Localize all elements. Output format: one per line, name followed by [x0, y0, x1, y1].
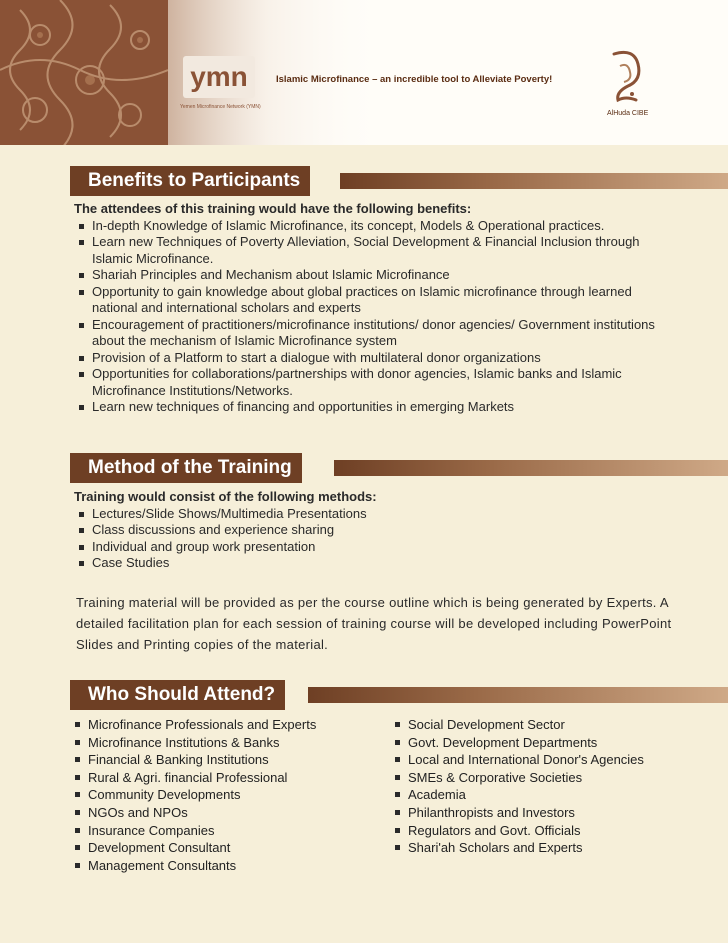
attend-section-header [70, 680, 728, 710]
benefits-lead: The attendees of this training would have the following benefits: [74, 201, 472, 216]
list-item: Community Developments [70, 786, 380, 804]
attend-title: Who Should Attend? [70, 680, 285, 710]
list-item: Case Studies [74, 555, 674, 572]
ymn-logo-text: ymn [190, 61, 248, 92]
ymn-subtitle: Yemen Microfinance Network (YMN) [180, 104, 261, 110]
alhuda-label: AlHuda CIBE [607, 110, 649, 117]
list-item: Academia [390, 786, 720, 804]
list-item: Provision of a Platform to start a dialogue with multilateral donor organizations [74, 350, 674, 367]
list-item: Financial & Banking Institutions [70, 751, 380, 769]
method-list [74, 506, 674, 572]
list-item: Class discussions and experience sharing [74, 522, 674, 539]
list-item: Learn new Techniques of Poverty Alleviation, Social Development & Financial Inclusion through Islamic Microfinance. [74, 234, 674, 267]
floral-ornament [0, 0, 168, 145]
list-item: Regulators and Govt. Officials [390, 822, 720, 840]
section-fade [340, 173, 728, 189]
list-item: NGOs and NPOs [70, 804, 380, 822]
list-item: Learn new techniques of financing and opportunities in emerging Markets [74, 399, 674, 416]
method-title: Method of the Training [70, 453, 302, 483]
list-item: Encouragement of practitioners/microfinance institutions/ donor agencies/ Government institutions about the mechanism of Islamic Microfinance system [74, 317, 674, 350]
benefits-list [74, 218, 674, 416]
alhuda-logo-icon [606, 48, 644, 104]
benefits-content [74, 201, 674, 416]
method-section-header [70, 453, 728, 483]
list-item: Insurance Companies [70, 822, 380, 840]
list-item: Shariah Principles and Mechanism about Islamic Microfinance [74, 267, 674, 284]
list-item: In-depth Knowledge of Islamic Microfinance, its concept, Models & Operational practices. [74, 218, 674, 235]
list-item: Management Consultants [70, 857, 380, 875]
attend-list-left [70, 716, 380, 874]
list-item: Philanthropists and Investors [390, 804, 720, 822]
list-item: SMEs & Corporative Societies [390, 769, 720, 787]
list-item: Rural & Agri. financial Professional [70, 769, 380, 787]
list-item: Development Consultant [70, 839, 380, 857]
list-item: Govt. Development Departments [390, 734, 720, 752]
section-fade [308, 687, 728, 703]
list-item: Individual and group work presentation [74, 539, 674, 556]
page-header [0, 0, 728, 145]
list-item: Microfinance Professionals and Experts [70, 716, 380, 734]
list-item: Local and International Donor's Agencies [390, 751, 720, 769]
benefits-title: Benefits to Participants [70, 166, 310, 196]
list-item: Social Development Sector [390, 716, 720, 734]
section-fade [334, 460, 728, 476]
list-item: Lectures/Slide Shows/Multimedia Presentations [74, 506, 674, 523]
list-item: Shari'ah Scholars and Experts [390, 839, 720, 857]
benefits-section-header [70, 166, 728, 196]
ymn-logo-icon [183, 56, 255, 98]
method-lead: Training would consist of the following methods: [74, 489, 377, 504]
list-item: Opportunity to gain knowledge about global practices on Islamic microfinance through learned national and international scholars and experts [74, 284, 674, 317]
method-paragraph: Training material will be provided as per the course outline which is being generated by Experts. A detailed facilitation plan for each session of training course will be developed including PowerPoint Slides and Printing copies of the material. [76, 595, 672, 652]
list-item: Microfinance Institutions & Banks [70, 734, 380, 752]
list-item: Opportunities for collaborations/partnerships with donor agencies, Islamic banks and Islamic Microfinance Institutions/Networks. [74, 366, 674, 399]
attend-list-right [390, 716, 720, 857]
header-tagline: Islamic Microfinance – an incredible tool to Alleviate Poverty! [276, 74, 553, 85]
method-content [74, 489, 674, 572]
